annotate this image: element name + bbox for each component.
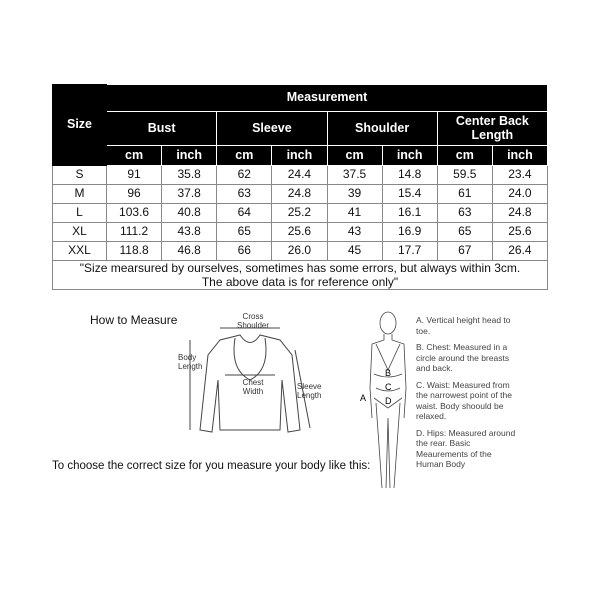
cross-shoulder-label: Cross Shoulder [236,312,270,330]
cell: 26.4 [492,242,547,261]
label-d: D [385,396,392,406]
cell: 17.7 [382,242,437,261]
unit-header: cm [327,146,382,166]
body-figure [360,308,415,498]
cell: 16.9 [382,223,437,242]
size-cell: XXL [53,242,107,261]
note-b: B. Chest: Measured in a circle around the breasts and back. [416,342,510,373]
cell: 24.4 [272,166,327,185]
cell: 37.5 [327,166,382,185]
unit-header: cm [107,146,162,166]
cell: 45 [327,242,382,261]
size-cell: XL [53,223,107,242]
unit-header: inch [162,146,217,166]
cell: 35.8 [162,166,217,185]
group-header: Shoulder [327,112,437,146]
cell: 96 [107,185,162,204]
group-header: Bust [107,112,217,146]
unit-header: cm [217,146,272,166]
note-a: A. Vertical height head to toe. [416,315,511,336]
table-row [53,204,548,223]
cell: 66 [217,242,272,261]
cell: 24.8 [492,204,547,223]
label-c: C [385,382,392,392]
cell: 46.8 [162,242,217,261]
cell: 62 [217,166,272,185]
table-row [53,166,548,185]
cell: 103.6 [107,204,162,223]
note-line-2: The above data is for reference only" [201,275,399,289]
cell: 15.4 [382,185,437,204]
cell: 64 [217,204,272,223]
cell: 91 [107,166,162,185]
note [53,261,548,290]
cell: 61 [437,185,492,204]
cell: 59.5 [437,166,492,185]
unit-header: inch [382,146,437,166]
cell: 67 [437,242,492,261]
group-header: Sleeve [217,112,327,146]
cell: 37.8 [162,185,217,204]
label-a: A [360,393,367,403]
unit-header: inch [492,146,547,166]
cell: 65 [217,223,272,242]
table-row [53,185,548,204]
unit-header: inch [272,146,327,166]
measurement-header: Measurement [107,85,548,112]
cell: 14.8 [382,166,437,185]
cell: 111.2 [107,223,162,242]
note-line-1: "Size mearsured by ourselves, sometimes has some errors, but always within 3cm. [79,261,521,275]
cell: 118.8 [107,242,162,261]
cell: 43 [327,223,382,242]
cell: 16.1 [382,204,437,223]
cell: 65 [437,223,492,242]
cell: 24.8 [272,185,327,204]
cell: 40.8 [162,204,217,223]
size-chart-table [52,84,548,290]
body-length-label: Body Length [178,353,203,371]
size-cell: S [53,166,107,185]
note-c: C. Waist: Measured from the narrowest point of the waist. Body shoould be relaxed. [416,379,512,421]
size-header: Size [53,85,107,166]
group-header: Center Back Length [437,112,547,146]
cell: 63 [217,185,272,204]
size-cell: M [53,185,107,204]
cell: 39 [327,185,382,204]
cell: 24.0 [492,185,547,204]
cell: 25.6 [272,223,327,242]
table-row [53,223,548,242]
sleeve-length-label: Sleeve Length [297,382,322,400]
cell: 25.2 [272,204,327,223]
unit-header: cm [437,146,492,166]
note-d: D. Hips: Measured around the rear. Basic Meaurements of the Human Body [416,427,516,469]
instruction-text: To choose the correct size for you measure your body like this: [52,460,371,472]
chest-width-label: Chest Width [242,378,264,396]
cell: 23.4 [492,166,547,185]
table-row [53,242,548,261]
cell: 63 [437,204,492,223]
cell: 43.8 [162,223,217,242]
cell: 26.0 [272,242,327,261]
how-to-measure-title: How to Measure [90,313,178,327]
label-b: B [385,368,392,378]
cell: 25.6 [492,223,547,242]
size-cell: L [53,204,107,223]
cell: 41 [327,204,382,223]
